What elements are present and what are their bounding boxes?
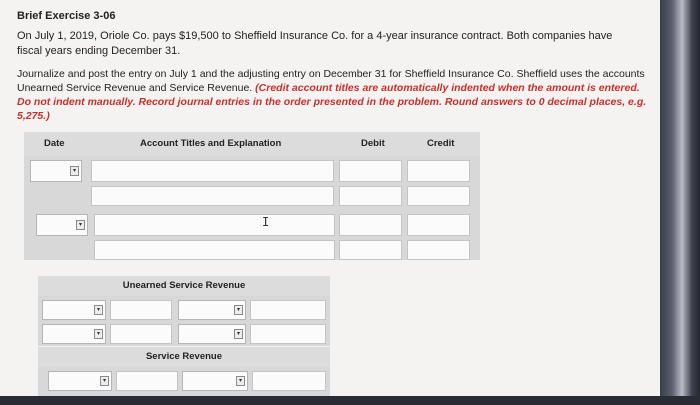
debit-input-1b[interactable] xyxy=(339,186,402,206)
unearned-credit-amount-2[interactable] xyxy=(250,324,326,344)
instructions-text: Journalize and post the entry on July 1 and the adjusting entry on December 31 for Sheffield Insurance Co. Sheffield uses the accounts Unearned Service Revenue and Service Revenue. xyxy=(17,68,645,94)
t-account-title-unearned: Unearned Service Revenue xyxy=(38,276,330,296)
chevron-down-icon: ▾ xyxy=(234,305,243,315)
debit-input-2a[interactable] xyxy=(339,214,402,236)
text-cursor-icon: I xyxy=(262,215,270,229)
journal-header xyxy=(24,132,480,156)
unearned-credit-amount-1[interactable] xyxy=(250,300,326,320)
account-title-input-2b[interactable] xyxy=(94,240,335,260)
unearned-debit-amount-2[interactable] xyxy=(110,324,172,344)
background-edge xyxy=(660,0,700,405)
debit-input-2b[interactable] xyxy=(339,240,402,260)
t-account-title-service: Service Revenue xyxy=(38,347,330,367)
chevron-down-icon: ▾ xyxy=(100,376,109,386)
date-select-2[interactable] xyxy=(36,214,88,236)
chevron-down-icon: ▾ xyxy=(94,329,103,339)
service-credit-date-select-1[interactable] xyxy=(182,371,248,391)
unearned-debit-amount-1[interactable] xyxy=(110,300,172,320)
chevron-down-icon: ▾ xyxy=(70,166,79,176)
account-title-input-2a[interactable] xyxy=(94,214,335,236)
chevron-down-icon: ▾ xyxy=(76,220,85,230)
date-select-1[interactable] xyxy=(30,160,82,182)
service-debit-amount-1[interactable] xyxy=(116,371,178,391)
unearned-debit-date-select-2[interactable] xyxy=(42,324,106,344)
col-account: Account Titles and Explanation xyxy=(140,138,282,149)
exercise-intro: On July 1, 2019, Oriole Co. pays $19,500 to Sheffield Insurance Co. for a 4-year insurance contract. Both companies have fiscal years ending December 31. xyxy=(17,30,613,57)
col-date: Date xyxy=(44,138,65,149)
chevron-down-icon: ▾ xyxy=(94,305,103,315)
unearned-debit-date-select-1[interactable] xyxy=(42,300,106,320)
service-credit-amount-1[interactable] xyxy=(252,371,326,391)
col-debit: Debit xyxy=(361,138,385,149)
exercise-title: Brief Exercise 3-06 xyxy=(17,10,116,22)
account-title-input-1a[interactable] xyxy=(91,160,334,182)
chevron-down-icon: ▾ xyxy=(234,329,243,339)
credit-input-2a[interactable] xyxy=(407,214,470,236)
unearned-credit-date-select-2[interactable] xyxy=(178,324,246,344)
credit-input-1a[interactable] xyxy=(407,160,470,182)
account-title-input-1b[interactable] xyxy=(91,186,334,206)
credit-input-1b[interactable] xyxy=(407,186,470,206)
background-edge-bottom xyxy=(0,396,700,405)
debit-input-1a[interactable] xyxy=(339,160,402,182)
credit-input-2b[interactable] xyxy=(407,240,470,260)
col-credit: Credit xyxy=(427,138,455,149)
service-debit-date-select-1[interactable] xyxy=(48,371,112,391)
exercise-instructions xyxy=(17,67,652,123)
unearned-credit-date-select-1[interactable] xyxy=(178,300,246,320)
instructions-note: (Credit account titles are automatically indented when the amount is entered. Do not indent manually. Record journal entries in the order presented in the problem. Round answers to 0 decimal places, e.g. 5,275.) xyxy=(17,82,647,122)
chevron-down-icon: ▾ xyxy=(236,376,245,386)
